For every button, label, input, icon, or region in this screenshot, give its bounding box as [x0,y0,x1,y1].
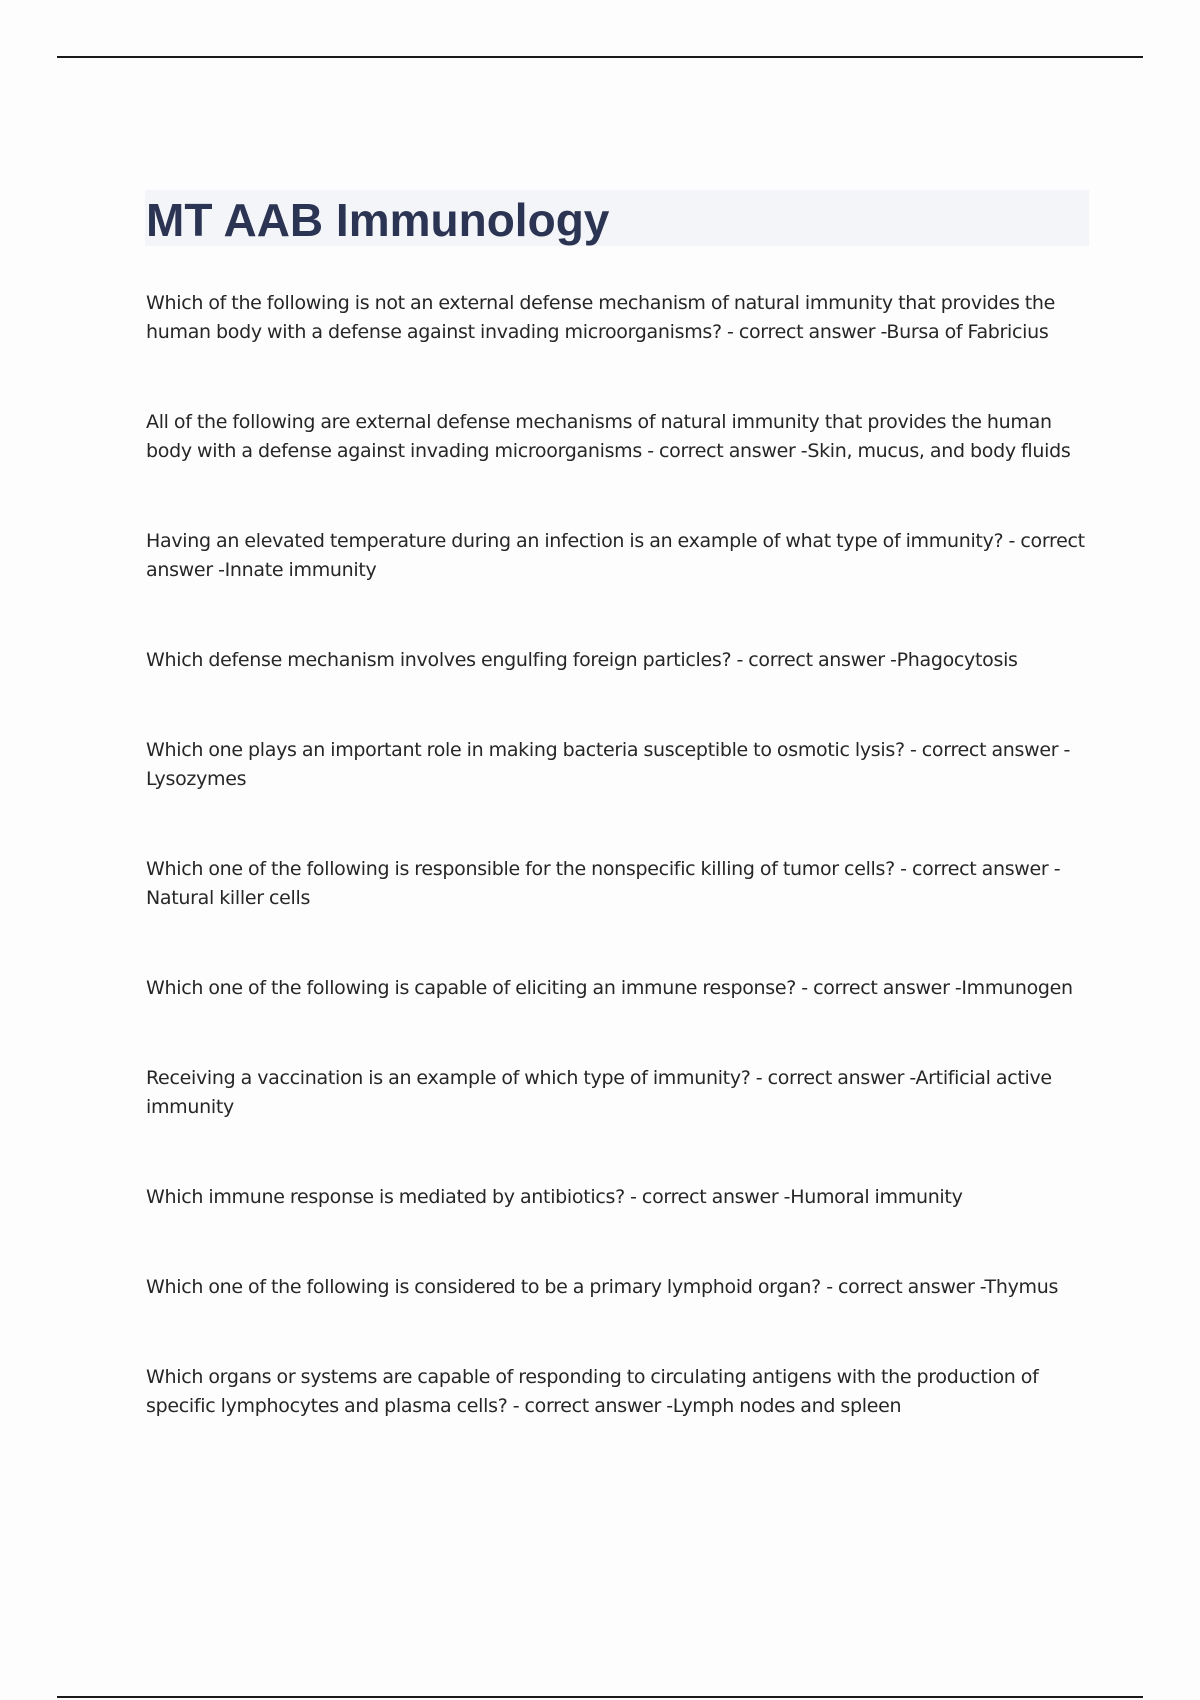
qa-item: Which one of the following is responsible for the nonspecific killing of tumor cells? - correct answer -Natural killer cells [146,858,1061,909]
qa-item: Which of the following is not an external defense mechanism of natural immunity that provides the human body with a defense against invading microorganisms? - correct answer -Bursa of Fabricius [146,292,1056,343]
question-answer-list [146,289,1096,1482]
header-rule [57,56,1143,58]
qa-item: Which one plays an important role in making bacteria susceptible to osmotic lysis? - correct answer -Lysozymes [146,739,1071,790]
document-title: MT AAB Immunology [146,194,610,246]
qa-item: Which one of the following is considered to be a primary lymphoid organ? - correct answer -Thymus [146,1276,1059,1298]
qa-item: Having an elevated temperature during an infection is an example of what type of immunity? - correct answer -Innate immunity [146,530,1085,581]
qa-item: Which one of the following is capable of eliciting an immune response? - correct answer -Immunogen [146,977,1073,999]
qa-item: Which organs or systems are capable of responding to circulating antigens with the production of specific lymphocytes and plasma cells? - correct answer -Lymph nodes and spleen [146,1366,1039,1417]
qa-item: Which defense mechanism involves engulfing foreign particles? - correct answer -Phagocytosis [146,649,1018,671]
qa-item: Receiving a vaccination is an example of which type of immunity? - correct answer -Artificial active immunity [146,1067,1052,1118]
qa-item: Which immune response is mediated by antibiotics? - correct answer -Humoral immunity [146,1186,963,1208]
footer-rule [57,1696,1143,1698]
qa-item: All of the following are external defense mechanisms of natural immunity that provides the human body with a defense against invading microorganisms - correct answer -Skin, mucus, and body fluids [146,411,1071,462]
